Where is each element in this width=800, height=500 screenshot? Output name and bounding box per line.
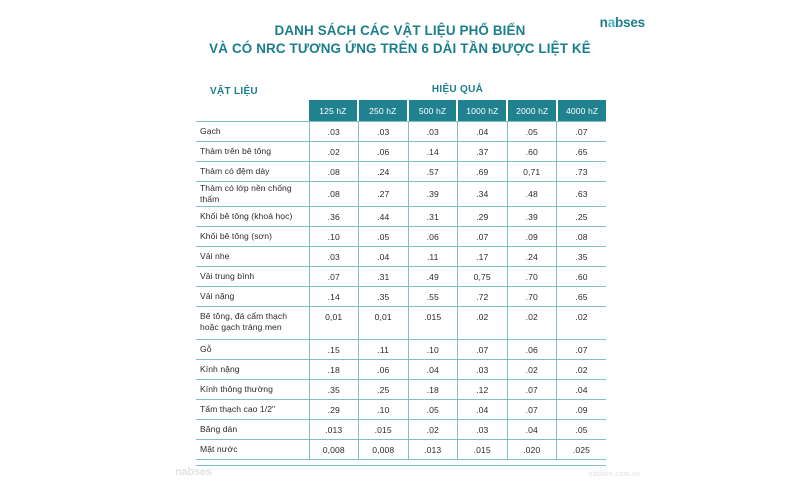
nrc-value-cell: .07 (458, 340, 508, 360)
material-name-cell (196, 400, 309, 420)
material-name-line-1: Kính nặng (200, 364, 240, 374)
material-name-line-1: Thảm có đệm dày (200, 166, 270, 176)
nrc-value-cell: .07 (458, 227, 508, 247)
nrc-value-cell: .57 (408, 162, 458, 182)
nrc-value-cell: .06 (408, 227, 458, 247)
column-header-1000hz: 1000 hZ (458, 100, 508, 121)
nrc-value-cell: .11 (408, 247, 458, 267)
nrc-value-cell: .02 (507, 360, 557, 380)
nrc-value-cell: 0,71 (507, 162, 557, 182)
table-row (196, 307, 606, 340)
table-row (196, 267, 606, 287)
table-row (196, 247, 606, 267)
column-header-250hz: 250 hZ (359, 100, 409, 121)
nrc-value-cell: .07 (557, 340, 607, 360)
header-spacer (196, 100, 309, 121)
material-name-cell (196, 162, 309, 182)
material-name-line-1: Kính thông thường (200, 384, 273, 394)
column-header-2000hz: 2000 hZ (508, 100, 558, 121)
brand-logo-part1: n (599, 15, 608, 30)
nrc-value-cell: .04 (507, 420, 557, 440)
nrc-value-cell: .11 (359, 340, 409, 360)
nrc-value-cell: .04 (557, 380, 607, 400)
nrc-value-cell: .015 (359, 420, 409, 440)
nrc-value-cell: .24 (507, 247, 557, 267)
nrc-value-cell: 0,01 (309, 307, 359, 340)
material-name-cell (196, 267, 309, 287)
nrc-value-cell: .07 (507, 400, 557, 420)
page-title (0, 22, 800, 58)
table-row (196, 287, 606, 307)
material-name-line-2: hoặc gạch tráng men (200, 322, 282, 332)
page-title-line-2: VÀ CÓ NRC TƯƠNG ỨNG TRÊN 6 DẢI TẦN ĐƯỢC LIỆT KÊ (209, 41, 591, 56)
nrc-value-cell: .18 (309, 360, 359, 380)
nrc-value-cell: .10 (408, 340, 458, 360)
nrc-value-cell: .07 (507, 380, 557, 400)
nrc-value-cell: .35 (309, 380, 359, 400)
nrc-value-cell: .35 (359, 287, 409, 307)
nrc-value-cell: .14 (309, 287, 359, 307)
nrc-value-cell: .24 (359, 162, 409, 182)
nrc-value-cell: .03 (408, 122, 458, 142)
material-name-cell (196, 307, 309, 340)
nrc-value-cell: .015 (408, 307, 458, 340)
nrc-value-cell: .70 (507, 287, 557, 307)
column-header-material: VẬT LIỆU (210, 86, 258, 97)
nrc-value-cell: .25 (557, 207, 607, 227)
material-name-line-1: Tấm thạch cao 1/2" (200, 404, 276, 414)
material-name-line-1: Khối bê tông (sơn) (200, 231, 272, 241)
nrc-value-cell: .04 (458, 400, 508, 420)
nrc-value-cell: .25 (359, 380, 409, 400)
nrc-value-cell: .29 (458, 207, 508, 227)
nrc-value-cell: .60 (557, 267, 607, 287)
material-name-line-1: Thảm trên bê tông (200, 146, 272, 156)
nrc-value-cell: .35 (557, 247, 607, 267)
nrc-value-cell: .14 (408, 142, 458, 162)
page-title-line-1: DANH SÁCH CÁC VẬT LIỆU PHỔ BIẾN (274, 23, 526, 38)
table-row (196, 380, 606, 400)
nrc-value-cell: .08 (309, 162, 359, 182)
nrc-value-cell: .03 (359, 122, 409, 142)
nrc-value-cell: 0,75 (458, 267, 508, 287)
nrc-value-cell: .025 (557, 440, 607, 460)
material-name-cell (196, 440, 309, 460)
table-bottom-rule (196, 465, 606, 466)
nrc-value-cell: .39 (408, 182, 458, 207)
nrc-value-cell: .07 (557, 122, 607, 142)
nrc-value-cell: .10 (359, 400, 409, 420)
nrc-data-table (196, 121, 606, 460)
nrc-value-cell: 0,008 (359, 440, 409, 460)
nrc-value-cell: .73 (557, 162, 607, 182)
material-name-cell (196, 360, 309, 380)
material-name-cell (196, 207, 309, 227)
table-row (196, 162, 606, 182)
nrc-value-cell: .55 (408, 287, 458, 307)
table-row (196, 142, 606, 162)
nrc-value-cell: .013 (309, 420, 359, 440)
nrc-value-cell: .08 (557, 227, 607, 247)
material-name-cell (196, 122, 309, 142)
material-name-line-1: Vải nhẹ (200, 251, 230, 261)
nrc-value-cell: .70 (507, 267, 557, 287)
nrc-value-cell: .63 (557, 182, 607, 207)
nrc-value-cell: .31 (359, 267, 409, 287)
nrc-value-cell: .49 (408, 267, 458, 287)
nrc-value-cell: .06 (359, 142, 409, 162)
table-row (196, 340, 606, 360)
table-header-frequencies (196, 100, 606, 121)
nrc-value-cell: .02 (309, 142, 359, 162)
material-name-cell (196, 380, 309, 400)
nrc-value-cell: .03 (458, 420, 508, 440)
material-name-line-1: Thảm có lớp nền chống thấm (200, 183, 292, 204)
nrc-value-cell: .015 (458, 440, 508, 460)
material-name-cell (196, 182, 309, 207)
nrc-value-cell: .013 (408, 440, 458, 460)
nrc-value-cell: .04 (458, 122, 508, 142)
table-row (196, 440, 606, 460)
nrc-value-cell: .27 (359, 182, 409, 207)
nrc-value-cell: .39 (507, 207, 557, 227)
nrc-value-cell: .05 (408, 400, 458, 420)
column-group-header-effect: HIỆU QUẢ (431, 84, 484, 95)
nrc-value-cell: .65 (557, 287, 607, 307)
nrc-value-cell: .48 (507, 182, 557, 207)
material-name-line-1: Băng dán (200, 424, 238, 434)
nrc-value-cell: .15 (309, 340, 359, 360)
material-name-line-1: Vải nặng (200, 291, 235, 301)
nrc-value-cell: .03 (458, 360, 508, 380)
nrc-value-cell: .37 (458, 142, 508, 162)
table-row (196, 420, 606, 440)
footer-logo: nabses (175, 466, 212, 478)
brand-logo-part2: bses (615, 15, 645, 30)
nrc-value-cell: .05 (557, 420, 607, 440)
nrc-value-cell: .02 (507, 307, 557, 340)
material-name-line-1: Gỗ (200, 344, 212, 354)
table-row (196, 207, 606, 227)
material-name-cell (196, 142, 309, 162)
footer-website: nabses.com.vn (588, 468, 640, 478)
nrc-value-cell: .17 (458, 247, 508, 267)
nrc-value-cell: .05 (507, 122, 557, 142)
material-name-cell (196, 287, 309, 307)
material-name-line-1: Bê tông, đá cẩm thạch (200, 311, 288, 321)
brand-logo-accent: a (607, 15, 616, 30)
nrc-value-cell: .31 (408, 207, 458, 227)
nrc-value-cell: .04 (408, 360, 458, 380)
table-row (196, 227, 606, 247)
material-name-cell (196, 340, 309, 360)
nrc-value-cell: .07 (309, 267, 359, 287)
column-header-4000hz: 4000 hZ (558, 100, 606, 121)
table-header-top (196, 78, 606, 100)
nrc-value-cell: .29 (309, 400, 359, 420)
table-row (196, 122, 606, 142)
material-name-cell (196, 247, 309, 267)
nrc-value-cell: .05 (359, 227, 409, 247)
column-header-125hz: 125 hZ (309, 100, 359, 121)
nrc-value-cell: .06 (507, 340, 557, 360)
material-name-cell (196, 227, 309, 247)
material-name-line-1: Gạch (200, 126, 221, 136)
nrc-value-cell: 0,01 (359, 307, 409, 340)
nrc-value-cell: .03 (309, 247, 359, 267)
nrc-value-cell: .09 (507, 227, 557, 247)
nrc-value-cell: .36 (309, 207, 359, 227)
column-header-500hz: 500 hZ (409, 100, 459, 121)
nrc-table (196, 78, 606, 466)
material-name-line-1: Khối bê tông (khoá học) (200, 211, 293, 221)
nrc-value-cell: .12 (458, 380, 508, 400)
nrc-value-cell: .02 (557, 360, 607, 380)
nrc-value-cell: .02 (458, 307, 508, 340)
nrc-value-cell: .03 (309, 122, 359, 142)
nrc-value-cell: 0,008 (309, 440, 359, 460)
nrc-value-cell: .04 (359, 247, 409, 267)
nrc-value-cell: .44 (359, 207, 409, 227)
nrc-value-cell: .34 (458, 182, 508, 207)
nrc-value-cell: .06 (359, 360, 409, 380)
nrc-value-cell: .02 (408, 420, 458, 440)
nrc-value-cell: .60 (507, 142, 557, 162)
nrc-value-cell: .65 (557, 142, 607, 162)
nrc-value-cell: .18 (408, 380, 458, 400)
material-name-line-1: Vải trung bình (200, 271, 255, 281)
nrc-value-cell: .10 (309, 227, 359, 247)
nrc-value-cell: .02 (557, 307, 607, 340)
table-row (196, 360, 606, 380)
nrc-value-cell: .09 (557, 400, 607, 420)
nrc-value-cell: .020 (507, 440, 557, 460)
nrc-value-cell: .69 (458, 162, 508, 182)
material-name-line-1: Mặt nước (200, 444, 238, 454)
material-name-cell (196, 420, 309, 440)
nrc-value-cell: .72 (458, 287, 508, 307)
table-row (196, 400, 606, 420)
nrc-value-cell: .08 (309, 182, 359, 207)
table-body (196, 122, 606, 460)
table-row (196, 182, 606, 207)
